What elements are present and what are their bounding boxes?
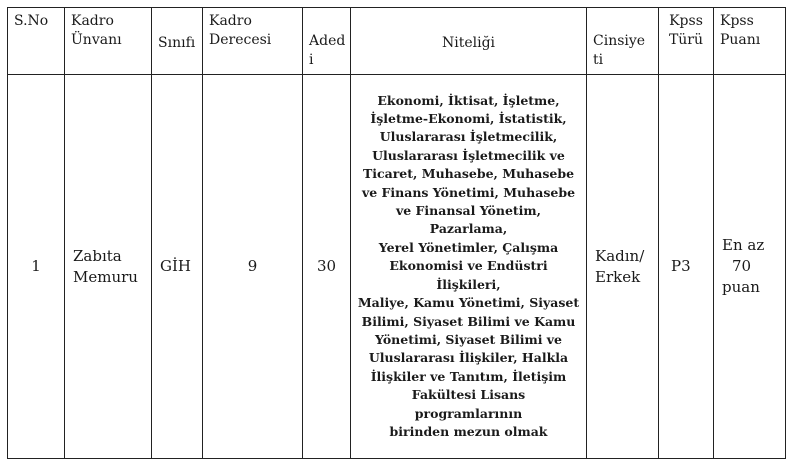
cell-kpss-puani-line2: 70 xyxy=(732,257,752,275)
cell-kpss-turu xyxy=(659,75,714,459)
header-adedi-line1: Aded xyxy=(309,33,346,49)
header-kpss-puani-line1: Kpss xyxy=(720,13,754,29)
header-adedi-line2: i xyxy=(309,52,314,68)
header-kadro-derecesi-line2: Derecesi xyxy=(209,32,272,48)
niteligi-line: Uluslararası İlişkiler, Halkla xyxy=(368,350,569,366)
header-kadro-unvani xyxy=(65,8,152,75)
cell-kpss-puani xyxy=(714,75,786,459)
header-niteligi xyxy=(351,8,587,75)
table-row xyxy=(8,75,786,459)
niteligi-line: Ekonomisi ve Endüstri İlişkileri, xyxy=(389,258,548,292)
niteligi-line: Ekonomi, İktisat, İşletme, xyxy=(377,92,560,108)
niteligi-line: İşletme-Ekonomi, İstatistik, xyxy=(370,111,567,127)
header-cinsiyeti-line1: Cinsiye xyxy=(593,33,646,49)
niteligi-line: Uluslararası İşletmecilik ve xyxy=(372,147,565,163)
cell-kadro-unvani-line2: Memuru xyxy=(73,267,138,286)
cell-adedi xyxy=(303,75,351,459)
header-cinsiyeti xyxy=(587,8,659,75)
header-kpss-turu-line1: Kpss xyxy=(669,13,703,29)
cell-kpss-turu-text: P3 xyxy=(671,257,691,275)
header-kadro-unvani-line2: Ünvanı xyxy=(71,32,122,48)
header-row xyxy=(8,8,786,75)
niteligi-line: İlişkiler ve Tanıtım, İletişim xyxy=(370,368,567,384)
header-kpss-turu-line2: Türü xyxy=(668,32,704,48)
header-kpss-puani-line2: Puanı xyxy=(720,32,761,48)
cell-sinifi-text: GİH xyxy=(160,257,191,275)
niteligi-line: ve Finansal Yönetim, Pazarlama, xyxy=(395,203,542,237)
niteligi-line: ve Finans Yönetimi, Muhasebe xyxy=(361,184,576,200)
header-kadro-unvani-line1: Kadro xyxy=(71,13,114,29)
cell-sinifi xyxy=(152,75,203,459)
niteligi-line: Fakültesi Lisans programlarının xyxy=(411,387,526,421)
niteligi-line: Ticaret, Muhasebe, Muhasebe xyxy=(362,166,575,182)
header-sinifi-text: Sınıfı xyxy=(158,35,196,51)
cell-kadro-derecesi-text: 9 xyxy=(247,257,258,275)
niteligi-line: Uluslararası İşletmecilik, xyxy=(379,129,558,145)
header-adedi xyxy=(303,8,351,75)
cell-cinsiyeti xyxy=(587,75,659,459)
cell-niteligi xyxy=(351,75,587,459)
header-kadro-derecesi xyxy=(203,8,303,75)
cell-kadro-unvani-line1: Zabıta xyxy=(73,246,122,265)
niteligi-line: birinden mezun olmak xyxy=(389,423,548,439)
header-sno xyxy=(8,8,65,75)
kadro-table xyxy=(7,7,786,459)
header-kadro-derecesi-line1: Kadro xyxy=(209,13,252,29)
cell-sno-text: 1 xyxy=(31,257,41,275)
cell-adedi-text: 30 xyxy=(316,257,337,275)
header-sno-text: S.No xyxy=(14,13,49,29)
cell-sno xyxy=(8,75,65,459)
header-niteligi-text: Niteliği xyxy=(441,35,496,51)
header-kpss-puani xyxy=(714,8,786,75)
cell-kadro-derecesi xyxy=(203,75,303,459)
niteligi-line: Maliye, Kamu Yönetimi, Siyaset xyxy=(357,295,580,311)
header-cinsiyeti-line2: ti xyxy=(593,52,604,68)
cell-cinsiyeti-line2: Erkek xyxy=(595,267,641,286)
header-kpss-turu xyxy=(659,8,714,75)
niteligi-line: Yönetimi, Siyaset Bilimi ve xyxy=(374,331,563,347)
cell-kpss-puani-line3: puan xyxy=(722,278,760,296)
header-sinifi xyxy=(152,8,203,75)
cell-kpss-puani-line1: En az xyxy=(722,236,765,254)
cell-kadro-unvani xyxy=(65,75,152,459)
cell-cinsiyeti-line1: Kadın/ xyxy=(595,246,645,265)
niteligi-line: Yerel Yönetimler, Çalışma xyxy=(378,239,559,255)
niteligi-line: Bilimi, Siyaset Bilimi ve Kamu xyxy=(361,313,576,329)
